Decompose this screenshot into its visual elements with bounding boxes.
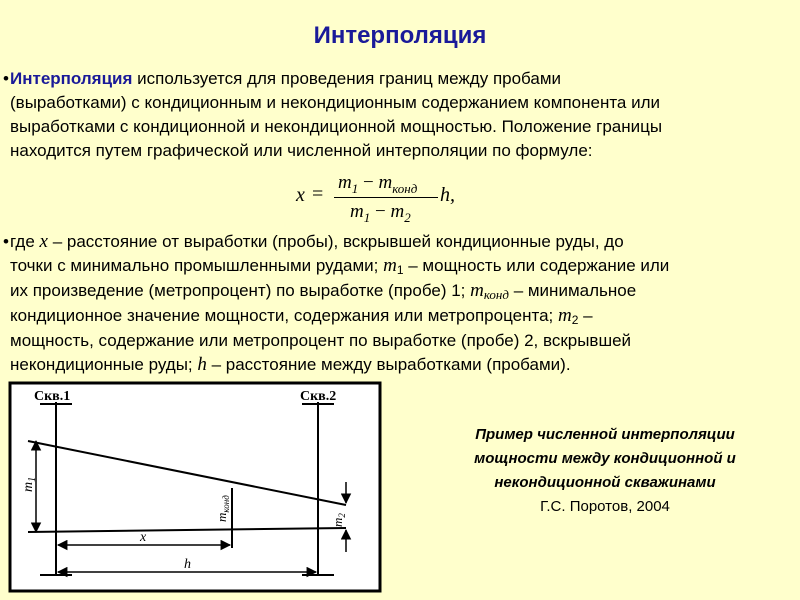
def-line-6: некондиционные руды; h – расстояние между выработками (пробами). — [10, 354, 571, 375]
def-line-1: где x – расстояние от выработки (пробы), вскрывшей кондиционные руды, до — [10, 231, 624, 252]
m2-label: $m_2$ — [330, 513, 347, 527]
def-line-5: мощность, содержание или метропроцент по выработке (пробе) 2, вскрывшей — [10, 331, 632, 350]
caption-line-1: Пример численной интерполяции — [475, 426, 735, 443]
intro-line-2: (выработками) с кондиционным и некондиционным содержанием компонента или — [10, 93, 661, 112]
m1-label: $m_1$ — [21, 476, 38, 492]
bullet: • — [3, 69, 9, 88]
formula-denominator: $m_1 - m_2$ — [350, 201, 411, 225]
diagram-frame — [10, 383, 380, 591]
well-2-label: Скв.2 — [300, 389, 337, 404]
intro-line-1: Интерполяция используется для проведения границ между пробами — [10, 69, 562, 88]
figure-caption — [440, 423, 770, 519]
intro-line-3: выработками с кондиционной и некондиционной мощностью. Положение границы — [10, 117, 663, 136]
h-label: h — [184, 557, 191, 572]
page-title: Интерполяция — [313, 22, 487, 49]
bullet: • — [3, 232, 9, 251]
caption-author: Г.С. Поротов, 2004 — [540, 498, 670, 515]
def-line-4: кондиционное значение мощности, содержания или метропроцента; m2 – — [10, 305, 593, 327]
formula-numerator: $m_1 - m_{конд}$ — [338, 172, 418, 196]
x-label: x — [140, 530, 147, 545]
term-interpolation: Интерполяция — [10, 69, 133, 88]
mkond-label: $m_{конд}$ — [214, 495, 231, 522]
interpolation-formula: x = $m_1 - m_{конд}$ $m_1 - m_2$ h, — [296, 172, 455, 225]
caption-line-3: некондиционной скважинами — [494, 474, 716, 491]
well-1-label: Скв.1 — [34, 389, 71, 404]
def-line-3: их произведение (метропроцент) по выработке (пробе) 1; mконд – минимальное — [10, 280, 637, 302]
intro-line-4: находится путем графической или численной интерполяции по формуле: — [10, 141, 593, 160]
def-line-2: точки с минимально промышленными рудами; m1 – мощность или содержание или — [10, 255, 670, 277]
caption-line-2: мощности между кондиционной и — [474, 450, 736, 467]
